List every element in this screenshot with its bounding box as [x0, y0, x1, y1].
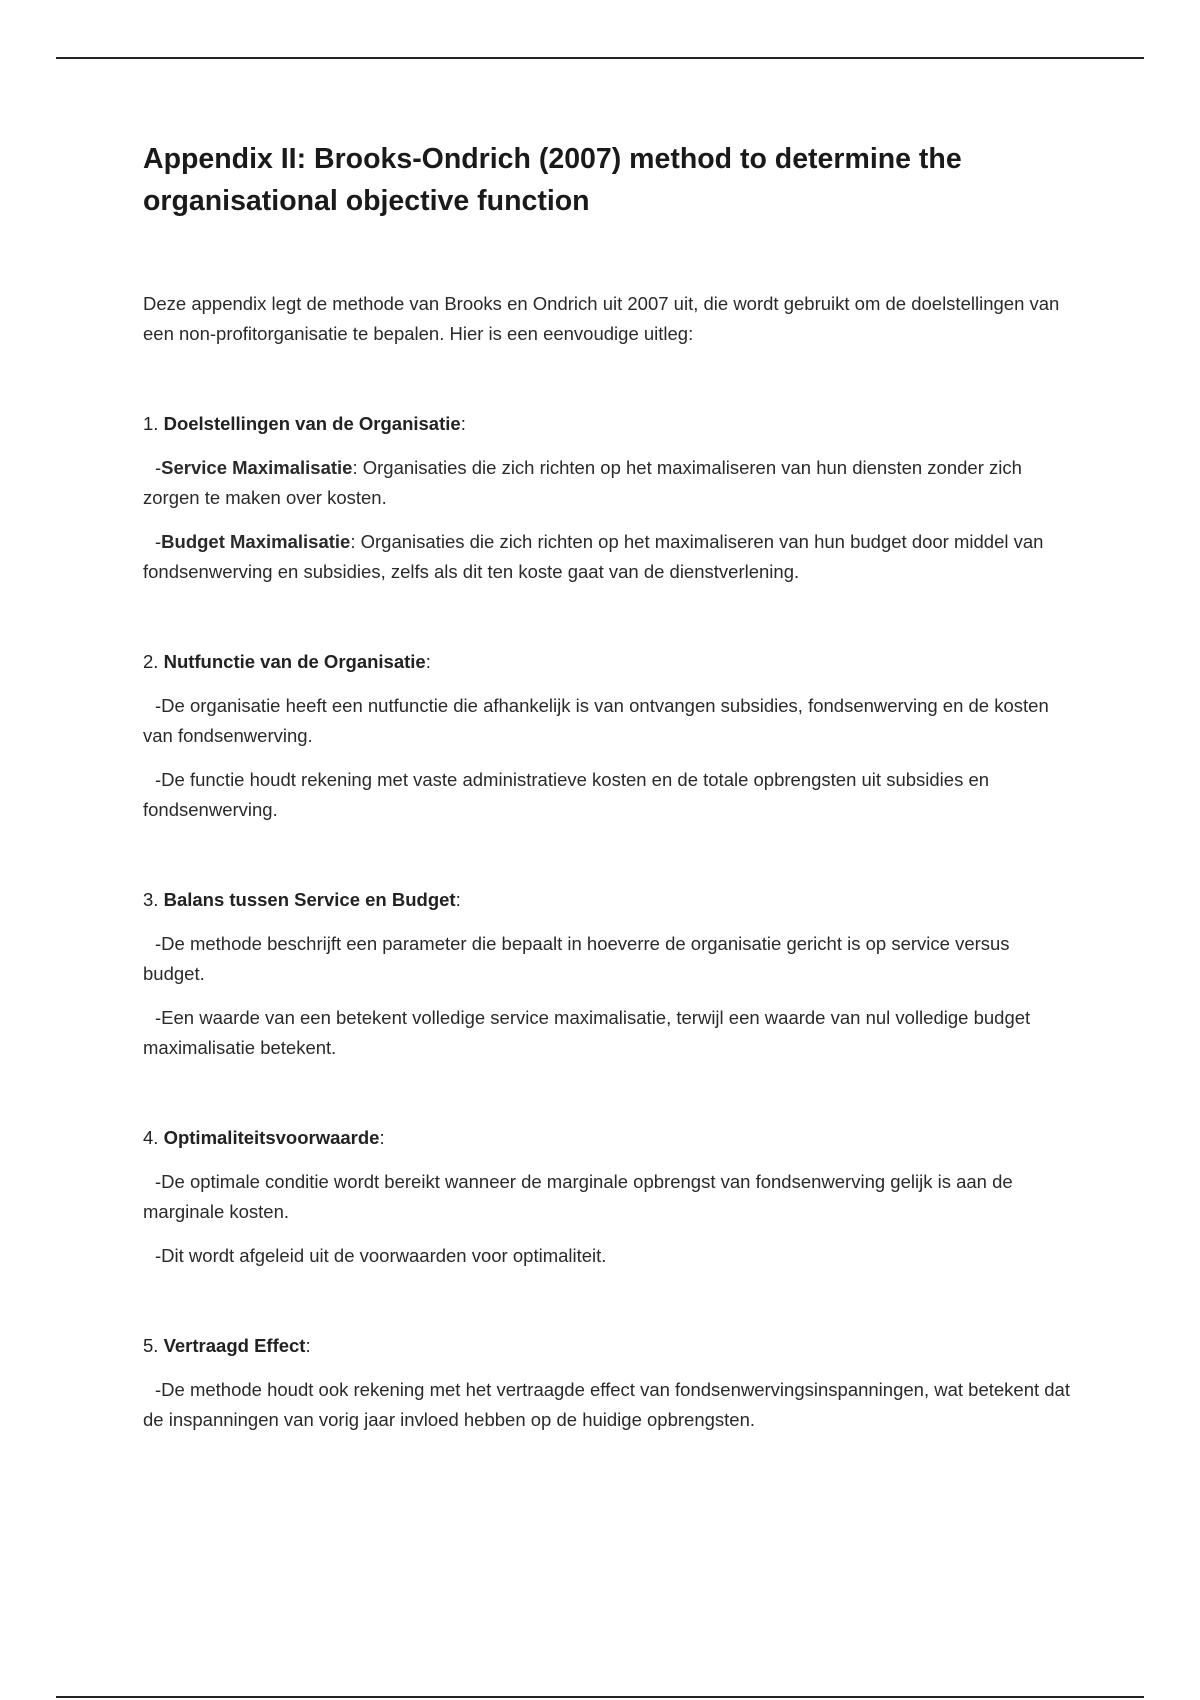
- section-heading-text: Vertraagd Effect: [163, 1335, 306, 1356]
- section-item: [143, 453, 1073, 513]
- section-heading-text: Optimaliteitsvoorwaarde: [163, 1127, 380, 1148]
- section-5: [143, 1331, 1073, 1435]
- section-heading: 1. Doelstellingen van de Organisatie:: [143, 413, 466, 434]
- section-heading-text: Nutfunctie van de Organisatie: [163, 651, 426, 672]
- section-4: [143, 1123, 1073, 1271]
- item-text: De methode beschrijft een parameter die bepaalt in hoeverre de organisatie gericht is op service versus budget.: [143, 933, 1010, 984]
- section-item: [143, 1167, 1073, 1227]
- dash-marker: -: [155, 1007, 162, 1028]
- dash-marker: -: [155, 933, 162, 954]
- section-number: 4.: [143, 1127, 159, 1148]
- section-item: [143, 527, 1073, 587]
- section-item: [143, 765, 1073, 825]
- section-1: [143, 409, 1073, 587]
- item-text: De functie houdt rekening met vaste administratieve kosten en de totale opbrengsten uit subsidies en fondsenwerving.: [143, 769, 990, 820]
- intro-paragraph: Deze appendix legt de methode van Brooks en Ondrich uit 2007 uit, die wordt gebruikt om de doelstellingen van een non-profitorganisatie te bepalen. Hier is een eenvoudige uitleg:: [143, 293, 1060, 344]
- section-item: [143, 691, 1073, 751]
- bottom-rule: [56, 1696, 1144, 1698]
- section-item: [143, 1241, 1073, 1271]
- top-rule: [56, 57, 1144, 59]
- section-item: [143, 929, 1073, 989]
- section-heading: 2. Nutfunctie van de Organisatie:: [143, 651, 431, 672]
- section-heading: 4. Optimaliteitsvoorwaarde:: [143, 1127, 385, 1148]
- section-number: 3.: [143, 889, 159, 910]
- section-heading: 3. Balans tussen Service en Budget:: [143, 889, 461, 910]
- item-text: : Organisaties die zich richten op het maximaliseren van hun diensten zonder zich zorgen te maken over kosten.: [143, 457, 1022, 508]
- item-text: Dit wordt afgeleid uit de voorwaarden voor optimaliteit.: [161, 1245, 607, 1266]
- item-term: Service Maximalisatie: [161, 457, 353, 478]
- section-number: 1.: [143, 413, 159, 434]
- section-2: [143, 647, 1073, 825]
- item-text: De organisatie heeft een nutfunctie die afhankelijk is van ontvangen subsidies, fondsenwerving en de kosten van fondsenwerving.: [143, 695, 1049, 746]
- document-body: [143, 138, 1073, 1435]
- dash-marker: -: [155, 1379, 162, 1400]
- dash-marker: -: [155, 695, 162, 716]
- sections-list: [143, 409, 1073, 1435]
- dash-marker: -: [155, 769, 162, 790]
- section-number: 2.: [143, 651, 159, 672]
- section-3: [143, 885, 1073, 1063]
- section-item: [143, 1375, 1073, 1435]
- section-heading-text: Balans tussen Service en Budget: [163, 889, 456, 910]
- section-item: [143, 1003, 1073, 1063]
- item-term: Budget Maximalisatie: [161, 531, 351, 552]
- section-heading-text: Doelstellingen van de Organisatie: [163, 413, 461, 434]
- item-text: Een waarde van een betekent volledige service maximalisatie, terwijl een waarde van nul volledige budget maximalisatie betekent.: [143, 1007, 1031, 1058]
- dash-marker: -: [155, 1245, 162, 1266]
- dash-marker: -: [155, 531, 162, 552]
- page-title: Appendix II: Brooks-Ondrich (2007) method to determine the organisational objective function: [143, 143, 962, 217]
- section-heading: 5. Vertraagd Effect:: [143, 1335, 311, 1356]
- dash-marker: -: [155, 457, 162, 478]
- item-text: : Organisaties die zich richten op het maximaliseren van hun budget door middel van fondsenwerving en subsidies, zelfs als dit ten koste gaat van de dienstverlening.: [143, 531, 1044, 582]
- item-text: De optimale conditie wordt bereikt wanneer de marginale opbrengst van fondsenwerving gelijk is aan de marginale kosten.: [143, 1171, 1013, 1222]
- dash-marker: -: [155, 1171, 162, 1192]
- section-number: 5.: [143, 1335, 159, 1356]
- item-text: De methode houdt ook rekening met het vertraagde effect van fondsenwervingsinspanningen, wat betekent dat de inspanningen van vorig jaar invloed hebben op de huidige opbrengsten.: [143, 1379, 1070, 1430]
